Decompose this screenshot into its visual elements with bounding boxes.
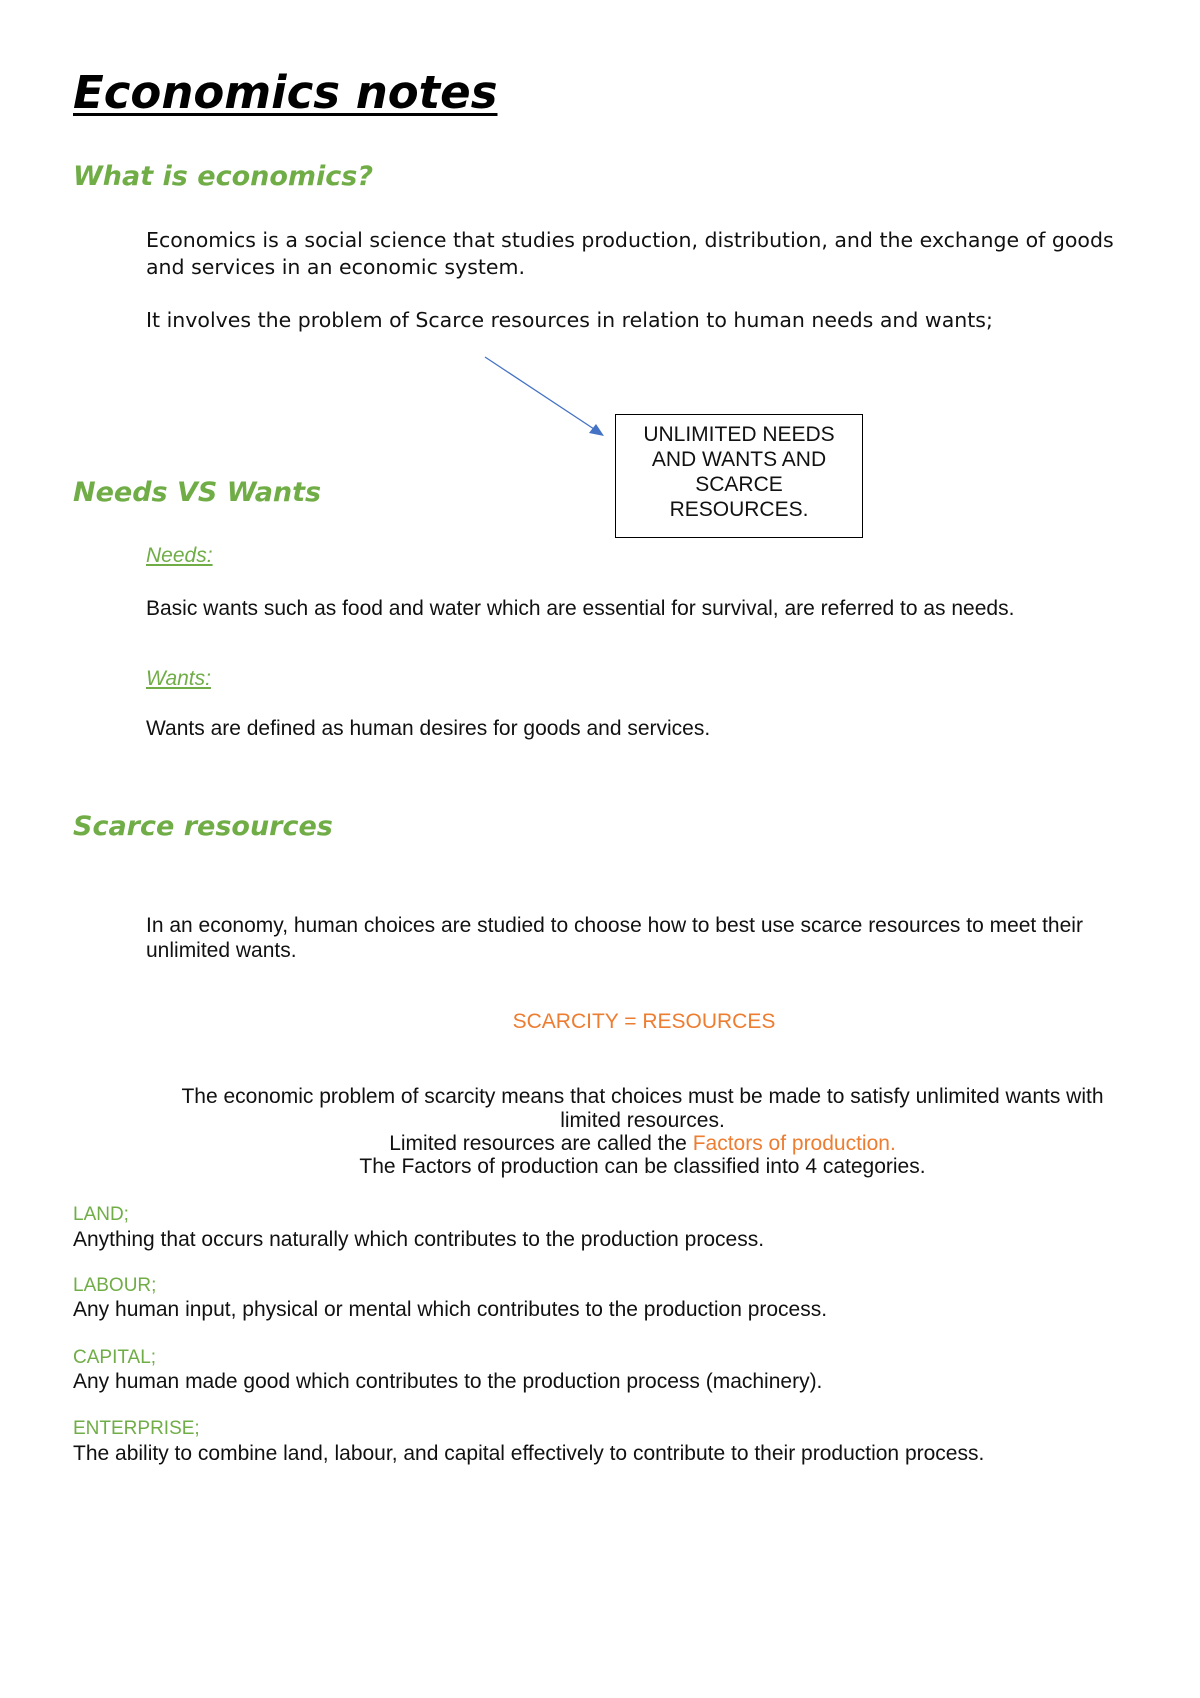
callout-text: UNLIMITED NEEDS AND WANTS AND SCARCE RESOURCES. bbox=[643, 423, 835, 521]
paragraph-definition: Economics is a social science that studies production, distribution, and the exchange of goods and services in an economic system. bbox=[146, 228, 1114, 279]
scarcity-equation: SCARCITY = RESOURCES bbox=[512, 1010, 776, 1033]
factor-text-labour: Any human input, physical or mental which contributes to the production process. bbox=[73, 1298, 828, 1321]
arrow-head bbox=[589, 424, 604, 436]
factors-intro-line bbox=[150, 1132, 1135, 1156]
page-title: Economics notes bbox=[73, 66, 498, 119]
callout-box bbox=[615, 414, 863, 538]
heading-scarce-resources: Scarce resources bbox=[73, 811, 333, 842]
needs-label: Needs: bbox=[146, 544, 213, 567]
factor-text-land: Anything that occurs naturally which contributes to the production process. bbox=[73, 1228, 765, 1251]
factor-label-land: LAND; bbox=[73, 1204, 129, 1225]
heading-needs-vs-wants: Needs VS Wants bbox=[73, 477, 322, 508]
heading-what-is-economics: What is economics? bbox=[73, 161, 374, 192]
factor-label-enterprise: ENTERPRISE; bbox=[73, 1418, 200, 1439]
factors-of-production-highlight: Factors of production. bbox=[692, 1132, 896, 1155]
scarcity-explanation: The economic problem of scarcity means that choices must be made to satisfy unlimited wants with limited resources. bbox=[181, 1085, 1104, 1132]
factor-label-labour: LABOUR; bbox=[73, 1275, 157, 1296]
factor-label-capital: CAPITAL; bbox=[73, 1347, 157, 1368]
factor-text-enterprise: The ability to combine land, labour, and capital effectively to contribute to their production process. bbox=[73, 1442, 985, 1465]
factors-intro-prefix: Limited resources are called the bbox=[389, 1132, 693, 1155]
factor-text-capital: Any human made good which contributes to the production process (machinery). bbox=[73, 1370, 823, 1393]
wants-text: Wants are defined as human desires for goods and services. bbox=[146, 717, 711, 740]
needs-text: Basic wants such as food and water which are essential for survival, are referred to as needs. bbox=[146, 597, 1015, 620]
wants-label: Wants: bbox=[146, 667, 211, 690]
paragraph-problem: It involves the problem of Scarce resources in relation to human needs and wants; bbox=[146, 308, 993, 332]
scarce-paragraph: In an economy, human choices are studied to choose how to best use scarce resources to meet their unlimited wants. bbox=[146, 914, 1083, 962]
factors-categories-line: The Factors of production can be classified into 4 categories. bbox=[359, 1155, 926, 1178]
arrow-line bbox=[485, 357, 597, 431]
